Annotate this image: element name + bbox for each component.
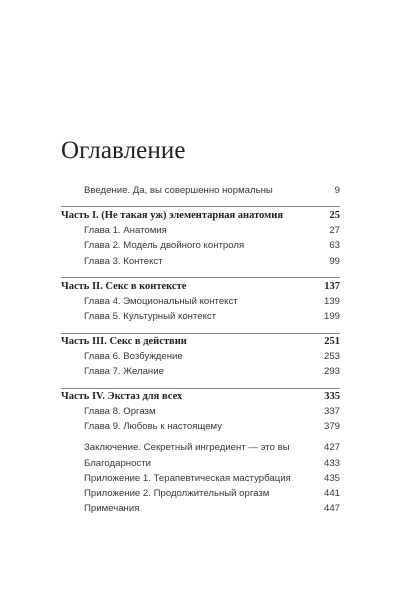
toc-entry-conclusion[interactable]: [84, 442, 340, 457]
toc-chapter-label: Глава 5. Культурный контекст: [84, 311, 217, 322]
toc-chapter-label: Глава 6. Возбуждение: [84, 351, 183, 362]
toc-chapter-6[interactable]: [84, 351, 340, 366]
toc-chapter-5[interactable]: [84, 311, 340, 326]
toc-part-label: Часть IV. Экстаз для всех: [61, 391, 183, 402]
toc-part-4[interactable]: [61, 391, 340, 406]
toc-page-number: 335: [324, 391, 340, 402]
toc-part-label: Часть III. Секс в действии: [61, 336, 187, 347]
toc-page-number: 27: [329, 225, 340, 236]
toc-part-3[interactable]: [61, 336, 340, 351]
toc-page-number: 435: [323, 473, 340, 484]
section-divider: [61, 206, 340, 207]
toc-entry-label: Примечания: [84, 503, 140, 514]
toc-chapter-8[interactable]: [84, 406, 340, 421]
page-title: Оглавление: [61, 137, 186, 164]
toc-page-number: 433: [323, 458, 340, 469]
toc-chapter-label: Глава 8. Оргазм: [84, 406, 156, 417]
toc-chapter-label: Глава 1. Анатомия: [84, 225, 167, 236]
toc-part-1[interactable]: [61, 210, 340, 225]
toc-page-number: 379: [323, 421, 340, 432]
toc-chapter-label: Глава 3. Контекст: [84, 256, 163, 267]
toc-chapter-3[interactable]: [84, 256, 340, 271]
toc-page-number: 253: [323, 351, 340, 362]
toc-page-number: 9: [334, 185, 340, 196]
toc-chapter-4[interactable]: [84, 296, 340, 311]
toc-chapter-label: Глава 2. Модель двойного контроля: [84, 240, 245, 251]
toc-page-number: 25: [329, 210, 340, 221]
toc-entry-label: Приложение 1. Терапевтическая мастурбация: [84, 473, 291, 484]
toc-chapter-2[interactable]: [84, 240, 340, 255]
section-divider: [61, 277, 340, 278]
toc-entry-acknowledgements[interactable]: [84, 458, 340, 473]
toc-page-number: 293: [323, 366, 340, 377]
toc-page-number: 427: [323, 442, 340, 453]
toc-page-number: 441: [323, 488, 340, 499]
toc-entry-label: Приложение 2. Продолжительный оргазм: [84, 488, 270, 499]
toc-page-number: 251: [324, 336, 340, 347]
toc-chapter-label: Глава 4. Эмоциональный контекст: [84, 296, 238, 307]
toc-entry-label: Введение. Да, вы совершенно нормальны: [84, 185, 273, 196]
toc-chapter-label: Глава 7. Желание: [84, 366, 164, 377]
toc-part-label: Часть II. Секс в контексте: [61, 281, 187, 292]
toc-part-label: Часть I. (Не такая уж) элементарная анатомия: [61, 210, 284, 221]
toc-page-number: 139: [323, 296, 340, 307]
toc-entry-label: Заключение. Секретный ингредиент — это вы: [84, 442, 290, 453]
toc-entry-appendix-2[interactable]: [84, 488, 340, 503]
toc-chapter-9[interactable]: [84, 421, 340, 436]
section-divider: [61, 333, 340, 334]
toc-page-number: 99: [329, 256, 340, 267]
toc-page-number: 447: [323, 503, 340, 514]
toc-page-number: 137: [324, 281, 340, 292]
toc-chapter-7[interactable]: [84, 366, 340, 381]
toc-entry-appendix-1[interactable]: [84, 473, 340, 488]
toc-part-2[interactable]: [61, 281, 340, 296]
toc-chapter-1[interactable]: [84, 225, 340, 240]
toc-page-number: 199: [323, 311, 340, 322]
toc-entry-label: Благодарности: [84, 458, 151, 469]
section-divider: [61, 388, 340, 389]
toc-entry-intro[interactable]: [84, 185, 340, 200]
toc-entry-notes[interactable]: [84, 503, 340, 518]
toc-chapter-label: Глава 9. Любовь к настоящему: [84, 421, 223, 432]
toc-page-number: 337: [323, 406, 340, 417]
toc-page-number: 63: [329, 240, 340, 251]
